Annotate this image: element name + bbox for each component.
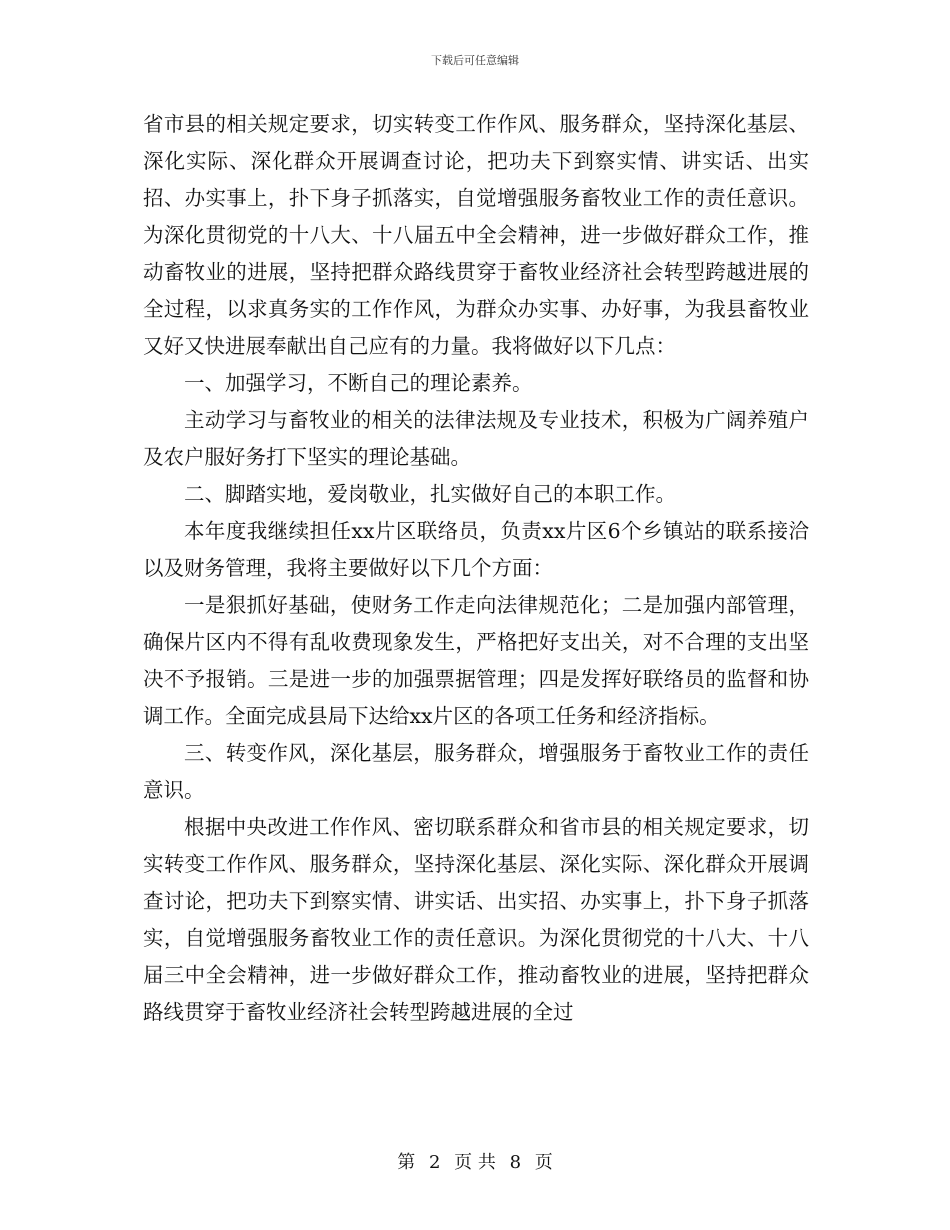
- page-mid: 页 共: [454, 1152, 496, 1173]
- paragraph: 一是狠抓好基础，使财务工作走向法律规范化；二是加强内部管理，确保片区内不得有乱收费现象发生，严格把好支出关，对不合理的支出坚决不予报销。三是进一步的加强票据管理；四是发挥好联络员的监督和协调工作。全面完成县局下达给xx片区的各项工任务和经济指标。: [143, 593, 809, 728]
- paragraph: 根据中央改进工作作风、密切联系群众和省市县的相关规定要求，切实转变工作作风、服务群众，坚持深化基层、深化实际、深化群众开展调查讨论，把功夫下到察实情、讲实话、出实招、办实事上，扑下身子抓落实，自觉增强服务畜牧业工作的责任意识。为深化贯彻党的十八大、十八届三中全会精神，进一步做好群众工作，推动畜牧业的进展，坚持把群众路线贯穿于畜牧业经济社会转型跨越进展的全过: [143, 815, 809, 1024]
- paragraph-continuation: 省市县的相关规定要求，切实转变工作作风、服务群众，坚持深化基层、深化实际、深化群众开展调查讨论，把功夫下到察实情、讲实话、出实招、办实事上，扑下身子抓落实，自觉增强服务畜牧业工作的责任意识。为深化贯彻党的十八大、十八届五中全会精神，进一步做好群众工作，推动畜牧业的进展，坚持把群众路线贯穿于畜牧业经济社会转型跨越进展的全过程，以求真务实的工作作风，为群众办实事、办好事，为我县畜牧业又好又快进展奉献出自己应有的力量。我将做好以下几点：: [143, 112, 809, 358]
- section-heading-2: 二、脚踏实地，爱岗敬业，扎实做好自己的本职工作。: [184, 482, 676, 506]
- page-number: 2: [428, 1152, 441, 1173]
- page-total: 8: [509, 1152, 522, 1173]
- page-footer: [0, 1148, 950, 1174]
- page-prefix: 第: [397, 1152, 416, 1173]
- section-heading-1: 一、加强学习，不断自己的理论素养。: [184, 371, 533, 395]
- page-header-note: 下载后可任意编辑: [431, 54, 519, 67]
- paragraph: 本年度我继续担任xx片区联络员，负责xx片区6个乡镇站的联系接洽以及财务管理，我将主要做好以下几个方面：: [143, 519, 809, 580]
- page-suffix: 页: [534, 1152, 553, 1173]
- paragraph: 主动学习与畜牧业的相关的法律法规及专业技术，积极为广阔养殖户及农户服好务打下坚实的理论基础。: [143, 408, 809, 469]
- section-heading-3: 三、转变作风，深化基层，服务群众，增强服务于畜牧业工作的责任意识。: [143, 741, 809, 802]
- document-body: [143, 106, 809, 1031]
